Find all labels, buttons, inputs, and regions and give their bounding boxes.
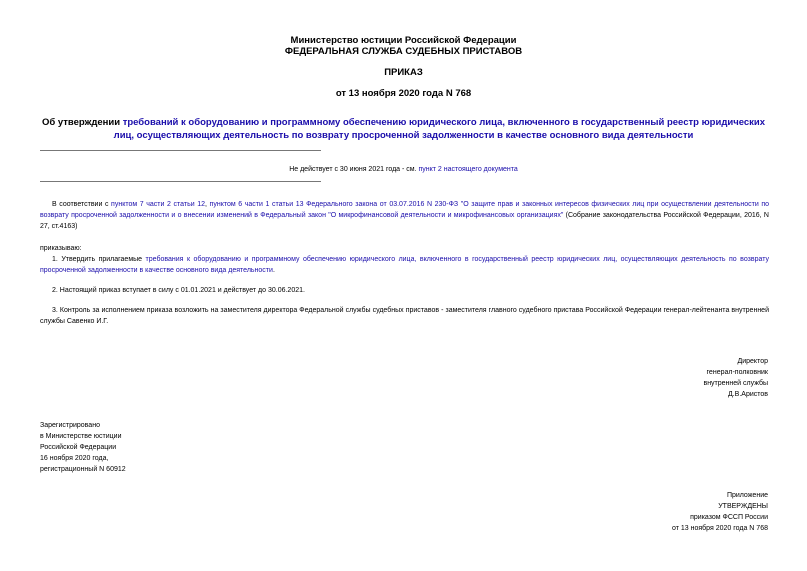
- preamble-text-3: (Собрание законодательства Российской Федерации, 2016, N 27, ст.4163): [40, 212, 769, 230]
- order-word: приказываю:: [40, 245, 82, 252]
- signature-line: генерал-полковник: [706, 369, 768, 376]
- item-2: 2. Настоящий приказ вступает в силу с 01.01.2021 и действует до 30.06.2021.: [52, 287, 305, 294]
- item-1-link[interactable]: требования к оборудованию и программному обеспечению юридического лица, включенного в государственный реестр юридических лиц, осуществляющих деятельность по возврату просроченной задолженности в качестве основного вида деятельности: [40, 256, 769, 274]
- item-1-text: 1. Утвердить прилагаемые: [52, 256, 146, 263]
- signature-line: Директор: [737, 358, 768, 365]
- divider-top: [40, 150, 321, 151]
- registration-line: Российской Федерации: [40, 444, 117, 451]
- signature-block: [703, 356, 768, 400]
- signature-line: внутренней службы: [703, 380, 768, 387]
- service-name: ФЕДЕРАЛЬНАЯ СЛУЖБА СУДЕБНЫХ ПРИСТАВОВ: [284, 46, 523, 57]
- registration-line: 16 ноября 2020 года,: [40, 455, 109, 462]
- appendix-block: [672, 490, 768, 534]
- item-3: 3. Контроль за исполнением приказа возложить на заместителя директора Федеральной службы судебных приставов - заместителя главного судебного пристава Российской Федерации генерал-лейтенанта внутренней службы Савенко И.Г.: [40, 307, 769, 325]
- document-type: ПРИКАЗ: [384, 67, 423, 78]
- preamble-text-2: ,: [205, 201, 210, 208]
- item-1-end: .: [272, 267, 275, 274]
- item-1: [40, 254, 769, 276]
- ministry-name: Министерство юстиции Российской Федерации: [290, 35, 517, 46]
- registration-line: регистрационный N 60912: [40, 466, 126, 473]
- divider-bottom: [40, 181, 321, 182]
- notice-text: Не действует с 30 июня 2021 года - см.: [289, 166, 419, 173]
- title-prefix: Об утверждении: [41, 117, 123, 128]
- registration-line: в Министерстве юстиции: [40, 433, 122, 440]
- appendix-line: Приложение: [726, 492, 768, 499]
- appendix-line: приказом ФССП России: [690, 514, 768, 521]
- registration-line: Зарегистрировано: [40, 422, 100, 429]
- preamble-link-2[interactable]: пунктом 6 части 1 статьи 13 Федерального закона от 03.07.2016 N 230-ФЗ "О защите прав и законных интересов физических лиц при осуществлении деятельности по возврату просроченной задолженности и о внесении изменений в Федеральный закон "О микрофинансовой деятельности и микрофинансовых организациях": [40, 201, 770, 219]
- preamble-paragraph: [40, 199, 769, 232]
- signature-line: Д.В.Аристов: [727, 391, 768, 398]
- appendix-line: УТВЕРЖДЕНЫ: [718, 503, 768, 510]
- preamble-text-1: В соответствии с: [52, 201, 112, 208]
- title-link[interactable]: требований к оборудованию и программному обеспечению юридического лица, включенного в государственный реестр юридических лиц, осуществляющих деятельность по возврату просроченной задолженности в качестве основного вида деятельности: [113, 117, 766, 141]
- appendix-line: от 13 ноября 2020 года N 768: [672, 525, 768, 532]
- document-title: [40, 116, 767, 142]
- document-date-number: от 13 ноября 2020 года N 768: [335, 88, 472, 99]
- registration-block: [40, 420, 126, 475]
- notice-link[interactable]: пункт 2 настоящего документа: [418, 166, 518, 173]
- preamble-link-1[interactable]: пунктом 7 части 2 статьи 12: [111, 201, 205, 208]
- validity-notice: [0, 165, 807, 174]
